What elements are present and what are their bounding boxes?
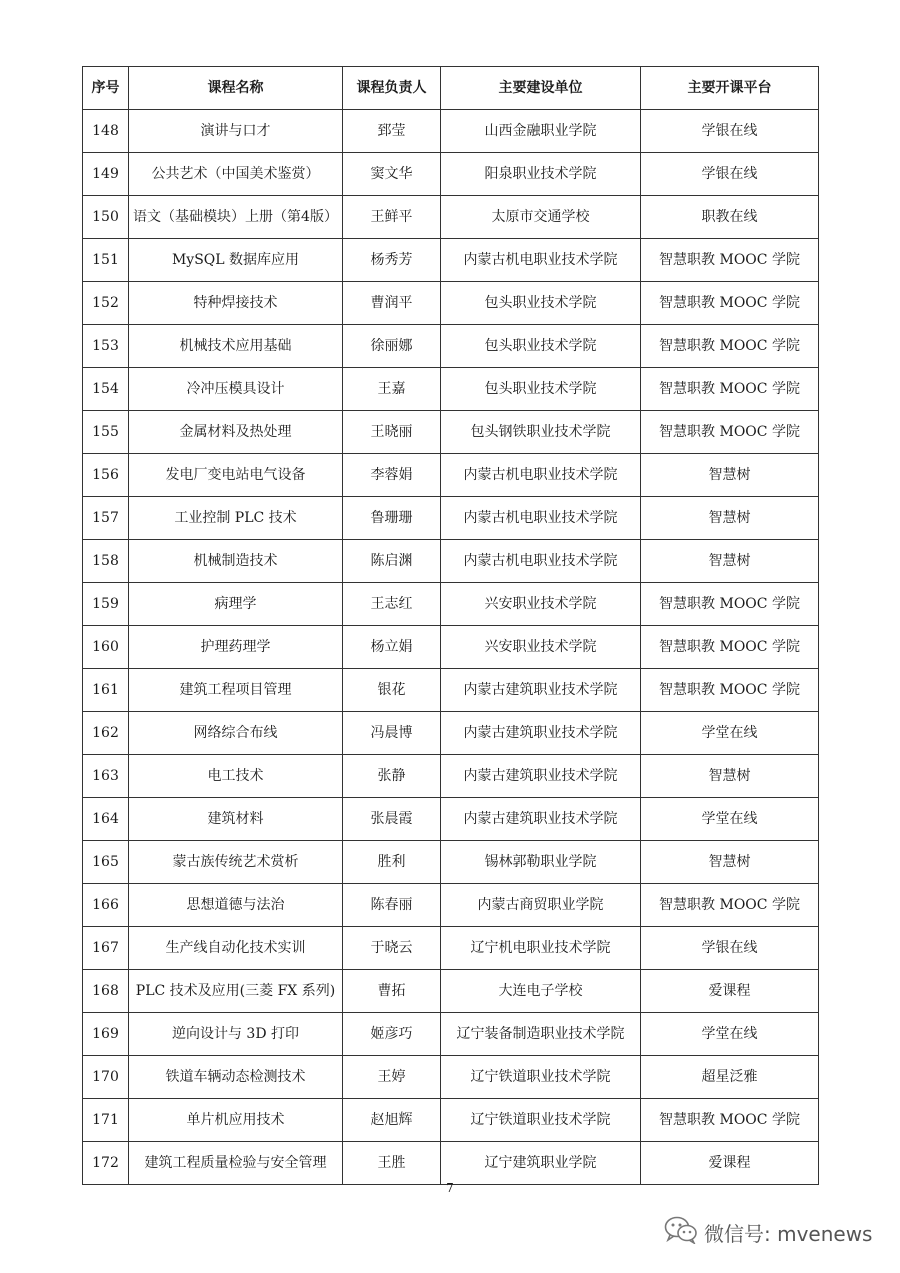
table-row — [83, 325, 819, 368]
table-row — [83, 411, 819, 454]
cell-institution: 内蒙古建筑职业技术学院 — [441, 712, 641, 755]
cell-course-name: 冷冲压模具设计 — [129, 368, 343, 411]
cell-index: 158 — [83, 540, 129, 583]
cell-index: 169 — [83, 1013, 129, 1056]
cell-platform: 智慧职教 MOOC 学院 — [641, 239, 819, 282]
cell-platform: 学堂在线 — [641, 798, 819, 841]
cell-index: 156 — [83, 454, 129, 497]
cell-course-name: 建筑工程质量检验与安全管理 — [129, 1142, 343, 1185]
table-row — [83, 540, 819, 583]
cell-index: 168 — [83, 970, 129, 1013]
cell-course-lead: 陈启渊 — [343, 540, 441, 583]
cell-platform: 智慧职教 MOOC 学院 — [641, 325, 819, 368]
cell-course-lead: 王胜 — [343, 1142, 441, 1185]
cell-index: 153 — [83, 325, 129, 368]
cell-index: 162 — [83, 712, 129, 755]
cell-course-name: 演讲与口才 — [129, 110, 343, 153]
table-row — [83, 282, 819, 325]
cell-course-lead: 张静 — [343, 755, 441, 798]
cell-institution: 内蒙古建筑职业技术学院 — [441, 669, 641, 712]
cell-institution: 包头职业技术学院 — [441, 325, 641, 368]
cell-course-name: 蒙古族传统艺术赏析 — [129, 841, 343, 884]
cell-platform: 智慧树 — [641, 755, 819, 798]
cell-platform: 智慧树 — [641, 841, 819, 884]
cell-platform: 学银在线 — [641, 153, 819, 196]
cell-platform: 超星泛雅 — [641, 1056, 819, 1099]
course-table — [82, 66, 819, 1185]
cell-institution: 包头钢铁职业技术学院 — [441, 411, 641, 454]
cell-course-name: 建筑材料 — [129, 798, 343, 841]
cell-course-lead: 王鲜平 — [343, 196, 441, 239]
cell-index: 150 — [83, 196, 129, 239]
table-row — [83, 798, 819, 841]
cell-index: 170 — [83, 1056, 129, 1099]
cell-institution: 内蒙古机电职业技术学院 — [441, 497, 641, 540]
watermark — [664, 1214, 872, 1250]
table-row — [83, 1142, 819, 1185]
cell-institution: 辽宁机电职业技术学院 — [441, 927, 641, 970]
cell-index: 155 — [83, 411, 129, 454]
cell-course-lead: 郅莹 — [343, 110, 441, 153]
cell-course-lead: 窦文华 — [343, 153, 441, 196]
cell-course-name: 机械技术应用基础 — [129, 325, 343, 368]
cell-index: 161 — [83, 669, 129, 712]
cell-index: 160 — [83, 626, 129, 669]
cell-platform: 学堂在线 — [641, 712, 819, 755]
cell-institution: 兴安职业技术学院 — [441, 626, 641, 669]
cell-institution: 阳泉职业技术学院 — [441, 153, 641, 196]
cell-course-name: 特种焊接技术 — [129, 282, 343, 325]
cell-platform: 学堂在线 — [641, 1013, 819, 1056]
cell-course-name: 单片机应用技术 — [129, 1099, 343, 1142]
cell-platform: 智慧职教 MOOC 学院 — [641, 626, 819, 669]
table-row — [83, 927, 819, 970]
cell-institution: 辽宁铁道职业技术学院 — [441, 1056, 641, 1099]
cell-course-lead: 杨秀芳 — [343, 239, 441, 282]
cell-platform: 爱课程 — [641, 1142, 819, 1185]
header-index: 序号 — [83, 67, 129, 110]
cell-course-name: 电工技术 — [129, 755, 343, 798]
table-row — [83, 841, 819, 884]
cell-platform: 智慧职教 MOOC 学院 — [641, 583, 819, 626]
cell-course-lead: 李蓉娟 — [343, 454, 441, 497]
cell-platform: 智慧职教 MOOC 学院 — [641, 884, 819, 927]
table-header-row — [83, 67, 819, 110]
wechat-icon — [664, 1216, 698, 1248]
table-row — [83, 583, 819, 626]
cell-index: 172 — [83, 1142, 129, 1185]
cell-institution: 太原市交通学校 — [441, 196, 641, 239]
cell-course-lead: 陈春丽 — [343, 884, 441, 927]
cell-course-lead: 王婷 — [343, 1056, 441, 1099]
cell-institution: 内蒙古机电职业技术学院 — [441, 239, 641, 282]
table-row — [83, 110, 819, 153]
cell-index: 164 — [83, 798, 129, 841]
cell-index: 165 — [83, 841, 129, 884]
table-row — [83, 755, 819, 798]
table-body — [83, 110, 819, 1185]
cell-platform: 智慧职教 MOOC 学院 — [641, 411, 819, 454]
cell-platform: 爱课程 — [641, 970, 819, 1013]
table-row — [83, 497, 819, 540]
cell-course-lead: 胜利 — [343, 841, 441, 884]
table-row — [83, 712, 819, 755]
cell-institution: 内蒙古建筑职业技术学院 — [441, 755, 641, 798]
cell-platform: 智慧职教 MOOC 学院 — [641, 368, 819, 411]
cell-institution: 辽宁建筑职业学院 — [441, 1142, 641, 1185]
cell-institution: 山西金融职业学院 — [441, 110, 641, 153]
table-row — [83, 669, 819, 712]
cell-institution: 辽宁装备制造职业技术学院 — [441, 1013, 641, 1056]
cell-platform: 智慧树 — [641, 497, 819, 540]
cell-index: 151 — [83, 239, 129, 282]
cell-course-name: 金属材料及热处理 — [129, 411, 343, 454]
cell-platform: 智慧树 — [641, 454, 819, 497]
cell-index: 152 — [83, 282, 129, 325]
cell-course-name: 网络综合布线 — [129, 712, 343, 755]
watermark-text: 微信号: mvenews — [704, 1221, 873, 1246]
cell-institution: 内蒙古建筑职业技术学院 — [441, 798, 641, 841]
table-row — [83, 626, 819, 669]
cell-course-name: 逆向设计与 3D 打印 — [129, 1013, 343, 1056]
page-number: 7 — [446, 1181, 454, 1195]
cell-course-name: 病理学 — [129, 583, 343, 626]
cell-index: 157 — [83, 497, 129, 540]
table-row — [83, 1056, 819, 1099]
cell-course-name: 工业控制 PLC 技术 — [129, 497, 343, 540]
table-row — [83, 454, 819, 497]
cell-institution: 内蒙古商贸职业学院 — [441, 884, 641, 927]
cell-course-name: PLC 技术及应用(三菱 FX 系列) — [129, 970, 343, 1013]
cell-course-lead: 鲁珊珊 — [343, 497, 441, 540]
cell-institution: 辽宁铁道职业技术学院 — [441, 1099, 641, 1142]
cell-course-lead: 曹润平 — [343, 282, 441, 325]
table-row — [83, 239, 819, 282]
header-institution: 主要建设单位 — [441, 67, 641, 110]
cell-course-name: 思想道德与法治 — [129, 884, 343, 927]
cell-platform: 学银在线 — [641, 110, 819, 153]
table-row — [83, 1013, 819, 1056]
cell-course-name: 建筑工程项目管理 — [129, 669, 343, 712]
table-row — [83, 884, 819, 927]
cell-course-lead: 姬彦巧 — [343, 1013, 441, 1056]
cell-course-lead: 曹拓 — [343, 970, 441, 1013]
cell-course-name: 发电厂变电站电气设备 — [129, 454, 343, 497]
cell-index: 163 — [83, 755, 129, 798]
cell-index: 149 — [83, 153, 129, 196]
cell-institution: 内蒙古机电职业技术学院 — [441, 454, 641, 497]
cell-platform: 智慧职教 MOOC 学院 — [641, 669, 819, 712]
cell-institution: 兴安职业技术学院 — [441, 583, 641, 626]
cell-course-lead: 于晓云 — [343, 927, 441, 970]
cell-course-name: 公共艺术（中国美术鉴赏） — [129, 153, 343, 196]
cell-course-name: 机械制造技术 — [129, 540, 343, 583]
header-course-lead: 课程负责人 — [343, 67, 441, 110]
table-row — [83, 196, 819, 239]
cell-index: 166 — [83, 884, 129, 927]
header-platform: 主要开课平台 — [641, 67, 819, 110]
cell-institution: 包头职业技术学院 — [441, 282, 641, 325]
cell-platform: 智慧职教 MOOC 学院 — [641, 1099, 819, 1142]
cell-index: 159 — [83, 583, 129, 626]
cell-platform: 智慧职教 MOOC 学院 — [641, 282, 819, 325]
cell-index: 148 — [83, 110, 129, 153]
cell-institution: 内蒙古机电职业技术学院 — [441, 540, 641, 583]
table-row — [83, 1099, 819, 1142]
cell-course-lead: 赵旭辉 — [343, 1099, 441, 1142]
header-course-name: 课程名称 — [129, 67, 343, 110]
cell-platform: 职教在线 — [641, 196, 819, 239]
cell-institution: 包头职业技术学院 — [441, 368, 641, 411]
cell-course-name: 语文（基础模块）上册（第4版） — [129, 196, 343, 239]
cell-course-lead: 徐丽娜 — [343, 325, 441, 368]
cell-institution: 大连电子学校 — [441, 970, 641, 1013]
cell-course-name: 护理药理学 — [129, 626, 343, 669]
table-row — [83, 153, 819, 196]
cell-course-lead: 冯晨博 — [343, 712, 441, 755]
table-row — [83, 970, 819, 1013]
cell-course-name: MySQL 数据库应用 — [129, 239, 343, 282]
cell-course-lead: 杨立娟 — [343, 626, 441, 669]
cell-index: 171 — [83, 1099, 129, 1142]
cell-course-name: 生产线自动化技术实训 — [129, 927, 343, 970]
cell-course-lead: 王晓丽 — [343, 411, 441, 454]
cell-index: 167 — [83, 927, 129, 970]
cell-institution: 锡林郭勒职业学院 — [441, 841, 641, 884]
cell-course-lead: 银花 — [343, 669, 441, 712]
cell-course-name: 铁道车辆动态检测技术 — [129, 1056, 343, 1099]
table-row — [83, 368, 819, 411]
cell-platform: 智慧树 — [641, 540, 819, 583]
cell-course-lead: 张晨霞 — [343, 798, 441, 841]
cell-course-lead: 王嘉 — [343, 368, 441, 411]
cell-index: 154 — [83, 368, 129, 411]
cell-course-lead: 王志红 — [343, 583, 441, 626]
cell-platform: 学银在线 — [641, 927, 819, 970]
